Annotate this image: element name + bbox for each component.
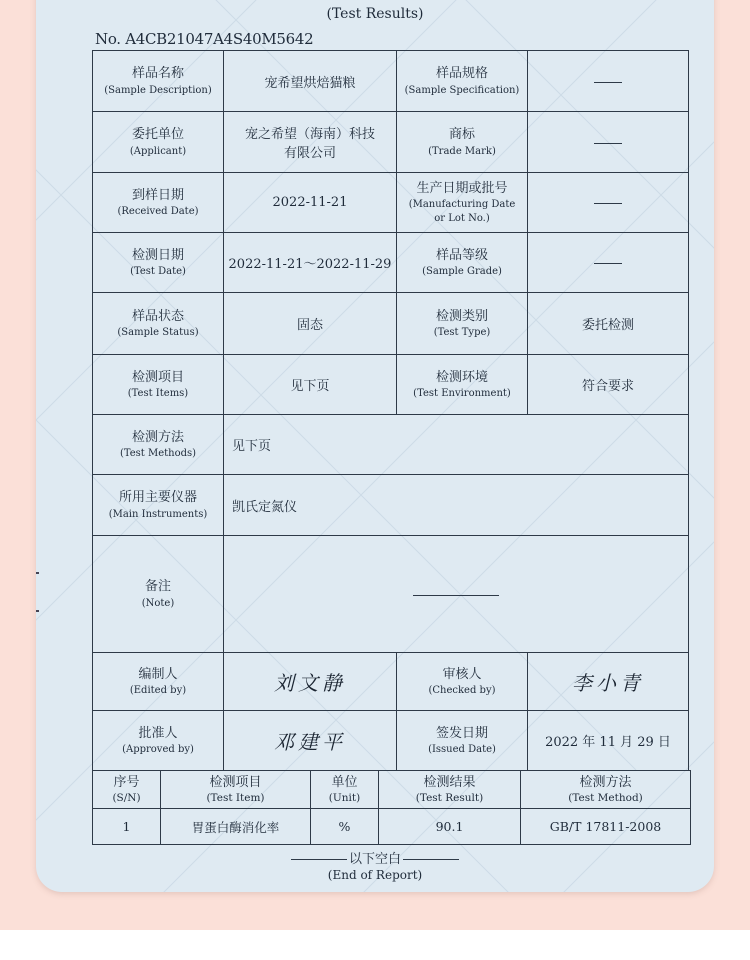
checked-by-label: 审核人 (Checked by) <box>397 653 528 711</box>
table-row <box>93 293 689 355</box>
margin-mark <box>36 610 39 612</box>
issued-date-value: 2022 年 11 月 29 日 <box>528 711 689 771</box>
margin-mark <box>36 572 39 574</box>
table-row <box>93 173 689 233</box>
applicant-label: 委托单位 (Applicant) <box>93 112 224 173</box>
empty-dash <box>594 82 622 83</box>
page-bottom-strip <box>0 930 750 960</box>
table-row <box>93 355 689 415</box>
column-header-unit: 单位 (Unit) <box>311 771 379 809</box>
test-type-value: 委托检测 <box>528 293 689 355</box>
table-header-row <box>93 771 691 809</box>
test-date-label: 检测日期 (Test Date) <box>93 233 224 293</box>
empty-dash <box>594 263 622 264</box>
approved-by-label: 批准人 (Approved by) <box>93 711 224 771</box>
test-environment-label: 检测环境 (Test Environment) <box>397 355 528 415</box>
test-items-label: 检测项目 (Test Items) <box>93 355 224 415</box>
sample-grade-value <box>528 233 689 293</box>
result-test-method: GB/T 17811-2008 <box>521 809 691 845</box>
sample-status-value: 固态 <box>224 293 397 355</box>
main-instruments-label: 所用主要仪器 (Main Instruments) <box>93 475 224 536</box>
report-number: No. A4CB21047A4S40M5642 <box>95 30 314 48</box>
edited-by-label: 编制人 (Edited by) <box>93 653 224 711</box>
column-header-sn: 序号 (S/N) <box>93 771 161 809</box>
trade-mark-label: 商标 (Trade Mark) <box>397 112 528 173</box>
test-results-table <box>92 770 690 845</box>
end-line-left <box>291 859 347 860</box>
trade-mark-value <box>528 112 689 173</box>
table-row <box>93 415 689 475</box>
checked-by-signature: 李小青 <box>528 653 689 711</box>
test-environment-value: 符合要求 <box>528 355 689 415</box>
column-header-test-result: 检测结果 (Test Result) <box>379 771 521 809</box>
note-value <box>224 536 689 653</box>
end-of-report-en: (End of Report) <box>327 868 423 882</box>
test-date-value: 2022-11-21～2022-11-29 <box>224 233 397 293</box>
table-row <box>93 809 691 845</box>
document-subtitle: (Test Results) <box>326 6 424 22</box>
end-of-report-cn: 以下空白 <box>0 848 750 867</box>
approved-by-signature: 邓建平 <box>224 711 397 771</box>
received-date-label: 到样日期 (Received Date) <box>93 173 224 233</box>
column-header-test-method: 检测方法 (Test Method) <box>521 771 691 809</box>
table-row <box>93 653 689 711</box>
table-row <box>93 711 689 771</box>
received-date-value: 2022-11-21 <box>224 173 397 233</box>
test-type-label: 检测类别 (Test Type) <box>397 293 528 355</box>
empty-dash <box>594 203 622 204</box>
table-row <box>93 536 689 653</box>
result-value: 90.1 <box>379 809 521 845</box>
result-unit: % <box>311 809 379 845</box>
sample-grade-label: 样品等级 (Sample Grade) <box>397 233 528 293</box>
manufacturing-date-value <box>528 173 689 233</box>
column-header-test-item: 检测项目 (Test Item) <box>161 771 311 809</box>
table-row <box>93 475 689 536</box>
sample-description-label: 样品名称 (Sample Description) <box>93 51 224 112</box>
sample-status-label: 样品状态 (Sample Status) <box>93 293 224 355</box>
main-instruments-value: 凯氏定氮仪 <box>224 475 689 536</box>
sample-description-value: 宠希望烘焙猫粮 <box>224 51 397 112</box>
applicant-value: 宠之希望（海南）科技 有限公司 <box>224 112 397 173</box>
empty-dash <box>413 595 499 596</box>
edited-by-signature: 刘文静 <box>224 653 397 711</box>
result-sn: 1 <box>93 809 161 845</box>
sample-specification-value <box>528 51 689 112</box>
test-methods-label: 检测方法 (Test Methods) <box>93 415 224 475</box>
issued-date-label: 签发日期 (Issued Date) <box>397 711 528 771</box>
note-label: 备注 (Note) <box>93 536 224 653</box>
table-row <box>93 233 689 293</box>
manufacturing-date-label: 生产日期或批号 (Manufacturing Date or Lot No.) <box>397 173 528 233</box>
table-row <box>93 51 689 112</box>
report-info-table <box>92 50 688 771</box>
result-test-item: 胃蛋白酶消化率 <box>161 809 311 845</box>
end-line-right <box>403 859 459 860</box>
test-methods-value: 见下页 <box>224 415 689 475</box>
sample-specification-label: 样品规格 (Sample Specification) <box>397 51 528 112</box>
test-items-value: 见下页 <box>224 355 397 415</box>
empty-dash <box>594 143 622 144</box>
table-row <box>93 112 689 173</box>
